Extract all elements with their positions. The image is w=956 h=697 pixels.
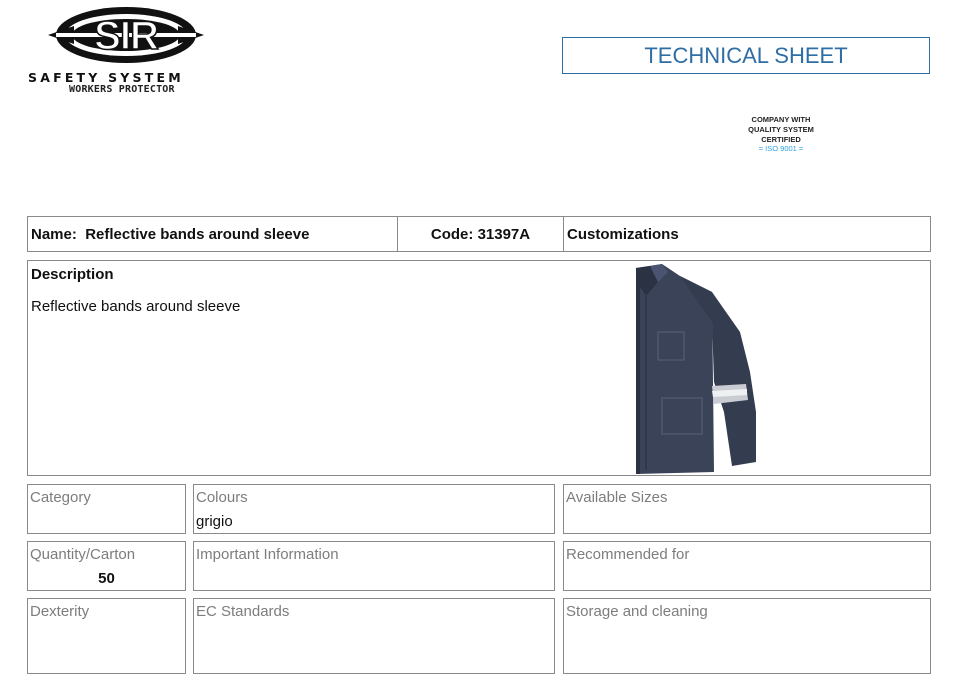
code-label: Code: bbox=[430, 226, 474, 243]
ec-standards-label: EC Standards bbox=[196, 603, 290, 620]
product-jacket-image bbox=[628, 262, 768, 475]
svg-text:SIR: SIR bbox=[94, 14, 158, 58]
important-information-label: Important Information bbox=[196, 546, 339, 563]
logo-sub-tagline: WORKERS PROTECTOR bbox=[69, 84, 175, 95]
technical-sheet-title: TECHNICAL SHEET bbox=[562, 37, 930, 74]
iso-certification bbox=[720, 115, 842, 154]
recommended-for-field bbox=[563, 541, 931, 591]
colours-label: Colours bbox=[196, 489, 248, 506]
product-code-cell bbox=[398, 217, 564, 251]
customizations-label: Customizations bbox=[567, 226, 679, 243]
quantity-carton-value: 50 bbox=[98, 570, 115, 587]
colours-field bbox=[193, 484, 555, 534]
dexterity-field bbox=[27, 598, 186, 674]
name-label: Name: bbox=[31, 226, 77, 243]
ec-standards-field bbox=[193, 598, 555, 674]
product-name: Reflective bands around sleeve bbox=[85, 226, 310, 243]
description-text: Reflective bands around sleeve bbox=[31, 298, 241, 315]
available-sizes-field bbox=[563, 484, 931, 534]
iso-line-2: QUALITY SYSTEM bbox=[748, 124, 814, 134]
sir-logo bbox=[26, 4, 226, 96]
customizations-cell bbox=[564, 217, 930, 251]
category-field bbox=[27, 484, 186, 534]
important-information-field bbox=[193, 541, 555, 591]
product-header-row bbox=[27, 216, 931, 252]
dexterity-label: Dexterity bbox=[30, 603, 90, 620]
storage-cleaning-label: Storage and cleaning bbox=[566, 603, 708, 620]
iso-line-1: COMPANY WITH bbox=[751, 115, 811, 124]
quantity-carton-field bbox=[27, 541, 186, 591]
available-sizes-label: Available Sizes bbox=[566, 489, 668, 506]
logo-tagline: SAFETY SYSTEM bbox=[28, 70, 184, 85]
product-name-cell bbox=[28, 217, 398, 251]
recommended-for-label: Recommended for bbox=[566, 546, 690, 563]
product-code: 31397A bbox=[477, 226, 531, 243]
storage-cleaning-field bbox=[563, 598, 931, 674]
quantity-carton-label: Quantity/Carton bbox=[30, 546, 136, 563]
description-title: Description bbox=[31, 266, 114, 283]
description-section bbox=[27, 260, 931, 476]
iso-standard: = ISO 9001 = bbox=[758, 144, 804, 154]
iso-line-3: CERTIFIED bbox=[761, 134, 801, 144]
colours-value: grigio bbox=[196, 513, 233, 530]
sir-logo-emblem bbox=[26, 4, 226, 70]
category-label: Category bbox=[30, 489, 91, 506]
